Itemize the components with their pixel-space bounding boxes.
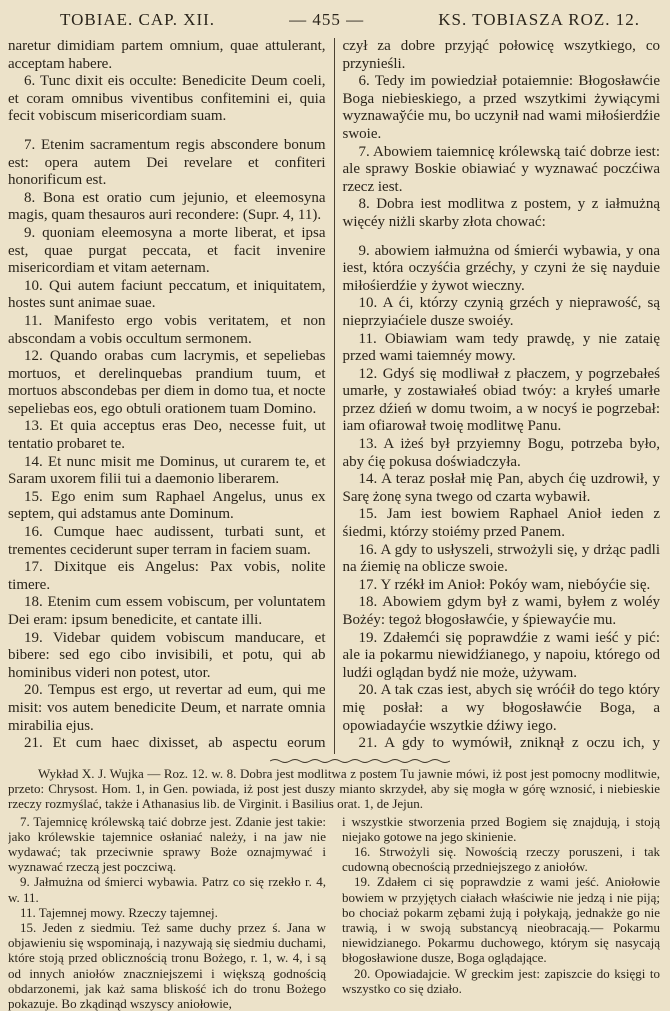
polish-verse: 9. abowiem iałmużna od śmierći wybawia, y ona iest, która oczyśćia grzéchy, y czyni że się nayduie miłośierdźie y żywot wieczny. <box>342 242 660 294</box>
commentary-note: 20. Opowiadajcie. W greckim jest: zapiszcie do księgi to wszystko co się działo. <box>342 965 660 996</box>
latin-verse: 12. Quando orabas cum lacrymis, et sepeliebas mortuos, et derelinquebas prandium tuum, et mortuos abscondebas per diem in domo tua, et nocte sepeliebas eos, ego obtuli orationem tuam Domino. <box>8 348 326 417</box>
commentary-note: 9. Jałmużna od śmierci wybawia. Patrz co się rzekło r. 4, w. 11. <box>8 874 326 905</box>
latin-verse: 18. Etenim cum essem vobiscum, per voluntatem Dei eram: ipsum benedicite, et cantate illi. <box>8 594 326 628</box>
running-header <box>8 10 660 32</box>
latin-verse: 9. quoniam eleemosyna a morte liberat, et ipsa est, quae purgat peccata, et facit invenire misericordiam et vitam aeternam. <box>8 224 326 277</box>
polish-verse: 16. A gdy to usłyszeli, strwożyli się, y drżąc padli na źiemię na oblicze swoie. <box>342 541 660 576</box>
header-left: TOBIAE. CAP. XII. <box>60 10 216 29</box>
parallel-text <box>8 38 660 754</box>
commentary-note: 19. Zdałem ci się poprawdzie z wami jeść. Aniołowie bowiem w przyjętych ciałach właściwie nie jedzą i nie piją; bo chociaż pokarm zębami żują i połykają, jednakże go nie trawią, i w swoją substancyą nieobracają.— Pokarmu niewidzianego. Pokarmu duchowego, którym się nasycają błogosławione dusze, Boga oglądające. <box>342 874 660 966</box>
polish-verse: 15. Jam iest bowiem Raphael Anioł ieden z śiedmi, którzy stoiémy przed Panem. <box>342 506 660 541</box>
polish-verse: czył za dobre przyjąć połowicę wszytkiego, co przynieśli. <box>342 38 660 72</box>
wavy-rule-ornament <box>270 758 450 764</box>
latin-verse: 14. Et nunc misit me Dominus, ut curarem te, et Saram uxorem filii tui a daemonio liberarem. <box>8 453 326 488</box>
polish-verse: 18. Abowiem gdym był z wami, byłem z woléy Bożéy: tegoż błogosławćie, y śpiewayćie mu. <box>342 594 660 628</box>
latin-verse: 20. Tempus est ergo, ut revertar ad eum, qui me misit: vos autem benedicite Deum, et narrate omnia mirabilia ejus. <box>8 682 326 734</box>
polish-verse: 21. A gdy to wymówił, zniknął z oczu ich, y <box>358 735 660 752</box>
polish-verse: 19. Zdałemći się poprawdźie z wami ieść y pić: ale ia pokarmu niewidźianego, y napoiu, którego od ludźi oglądan bydź nie może, używam. <box>342 629 660 681</box>
polish-verse: 8. Dobra iest modlitwa z postem, y z iałmużną więcéy niżli skarby złota chować: <box>342 196 660 230</box>
section-divider <box>270 758 450 764</box>
commentary-note: 15. Jeden z siedmiu. Też same duchy przez ś. Jana w objawieniu się wspominają, i nazywają się siedmiu duchami, które stoją przed oblicznością tronu Bożego, r. 1, w. 4, i są od innych aniołów znaczniejszemi i większą godnością obdarzonemi, jak każ sama bliskość ich do tronu Bożego pokazuje. Bo zkądinąd wszyscy aniołowie, <box>8 920 326 1011</box>
page-number: — 455 — <box>289 10 365 29</box>
commentary <box>8 814 660 1011</box>
latin-verse: 15. Ego enim sum Raphael Angelus, unus ex septem, qui adstamus ante Dominum. <box>8 488 326 523</box>
commentary-note: 16. Strwożyli się. Nowością rzeczy poruszeni, i tak cudowną obecnością przedniejszego z aniołów. <box>342 844 660 875</box>
commentary-note: i wszystkie stworzenia przed Bogiem się znajdują, i stoją niejako gotowe na jego skinienie. <box>342 813 660 844</box>
header-right: KS. TOBIASZA ROZ. 12. <box>438 10 640 29</box>
polish-column <box>334 38 661 754</box>
latin-verse: 17. Dixitque eis Angelus: Pax vobis, nolite timere. <box>8 559 326 593</box>
commentary-right <box>336 814 660 1011</box>
latin-verse: 16. Cumque haec audissent, turbati sunt, et trementes ceciderunt super terram in faciem suam. <box>8 524 326 558</box>
latin-verse: 13. Et quia acceptus eras Deo, necesse fuit, ut tentatio probaret te. <box>8 418 326 453</box>
latin-verse: 11. Manifesto ergo vobis veritatem, et non abscondam a vobis occultum sermonem. <box>8 312 326 347</box>
latin-verse: 8. Bona est oratio cum jejunio, et eleemosyna magis, quam thesauros auri recondere: (Supr. 4, 11). <box>8 189 326 224</box>
latin-verse: 10. Qui autem faciunt peccatum, et iniquitatem, hostes sunt animae suae. <box>8 277 326 312</box>
latin-verse: 19. Videbar quidem vobiscum manducare, et bibere: sed ego cibo invisibili, et potu, qui ab hominibus videri non potest, utor. <box>8 629 326 681</box>
commentary-note: 7. Tajemnicę królewską taić dobrze jest. Zdanie jest takie: jako królewskie tajemnice osłaniać należy, i na jaw nie wydawać; tak przeciwnie sprawy Boże oznajmywać i wyznawać rzeczą jest poczciwą. <box>8 813 326 875</box>
polish-verse: 13. A iżeś był przyiemny Bogu, potrzeba było, aby ćię pokusa doświadczyła. <box>342 436 660 470</box>
latin-verse: 21. Et cum haec dixisset, ab aspectu eorum <box>24 735 326 752</box>
latin-verse: 7. Etenim sacramentum regis abscondere bonum est: opera autem Dei revelare et confiteri honorificum est. <box>8 136 326 189</box>
polish-verse: 6. Tedy im powiedział potaiemnie: Błogosławćie Boga niebieskiego, a przed wszytkimi żywiącymi wyznaway̆ćie mu, bo uczynił nad wami miłośierdźie swoie. <box>342 73 660 142</box>
commentary-intro: Wykład X. J. Wujka — Roz. 12. w. 8. Dobra jest modlitwa z postem Tu jawnie mówi, iż post jest pomocny modlitwie, przeto: Chrysost. Hom. 1, in Gen. powiada, iż post jest duszy mianto skrzydeł, aby się mogła w górę wznosić, i niebieskie rzeczy rozmyślać, także i Athanasius lib. de Virginit. i Basilius orat. 1, de Jejun. <box>8 766 660 812</box>
latin-verse: 6. Tunc dixit eis occulte: Benedicite Deum coeli, et coram omnibus viventibus confitemini ei, quia fecit vobiscum misericordiam suam. <box>8 73 326 125</box>
polish-verse: 10. A ći, którzy czynią grzéch y nieprawość, są nieprzyiaćiele dusze swoiéy. <box>342 295 660 329</box>
polish-verse: 11. Obiawiam wam tedy prawdę, y nie zataię przed wami taiemnéy mowy. <box>342 330 660 365</box>
polish-verse: 14. A teraz posłał mię Pan, abych ćię uzdrowił, y Sarę żonę syna twego od czarta wybawił. <box>342 471 660 505</box>
polish-verse: 17. Y rzékł im Anioł: Pokóy wam, niebóyćie się. <box>358 576 651 593</box>
commentary-left <box>8 814 336 1011</box>
polish-verse: 7. Abowiem taiemnicę królewską taić dobrze iest: ale sprawy Boskie obiawiać y wyznawać poczćiwa rzecz iest. <box>342 143 660 195</box>
latin-column <box>8 38 334 754</box>
polish-verse: 20. A tak czas iest, abych się wróćił do tego który mię posłał: a wy błogosławćie Boga, a opowiadayćie wszytkie dźiwy iego. <box>342 682 660 734</box>
latin-verse: naretur dimidiam partem omnium, quae attulerant, acceptam habere. <box>8 38 326 72</box>
polish-verse: 12. Gdyś się modliwał z płaczem, y pogrzebałeś umarłe, y zostawiałeś obiad twóy: a kryłeś umarłe przez dźień w domu twoim, a w nocyś ie pogrzebał: iam ofiarował twoię modlitwę Panu. <box>342 365 660 435</box>
commentary-note: 11. Tajemnej mowy. Rzeczy tajemnej. <box>20 904 218 920</box>
